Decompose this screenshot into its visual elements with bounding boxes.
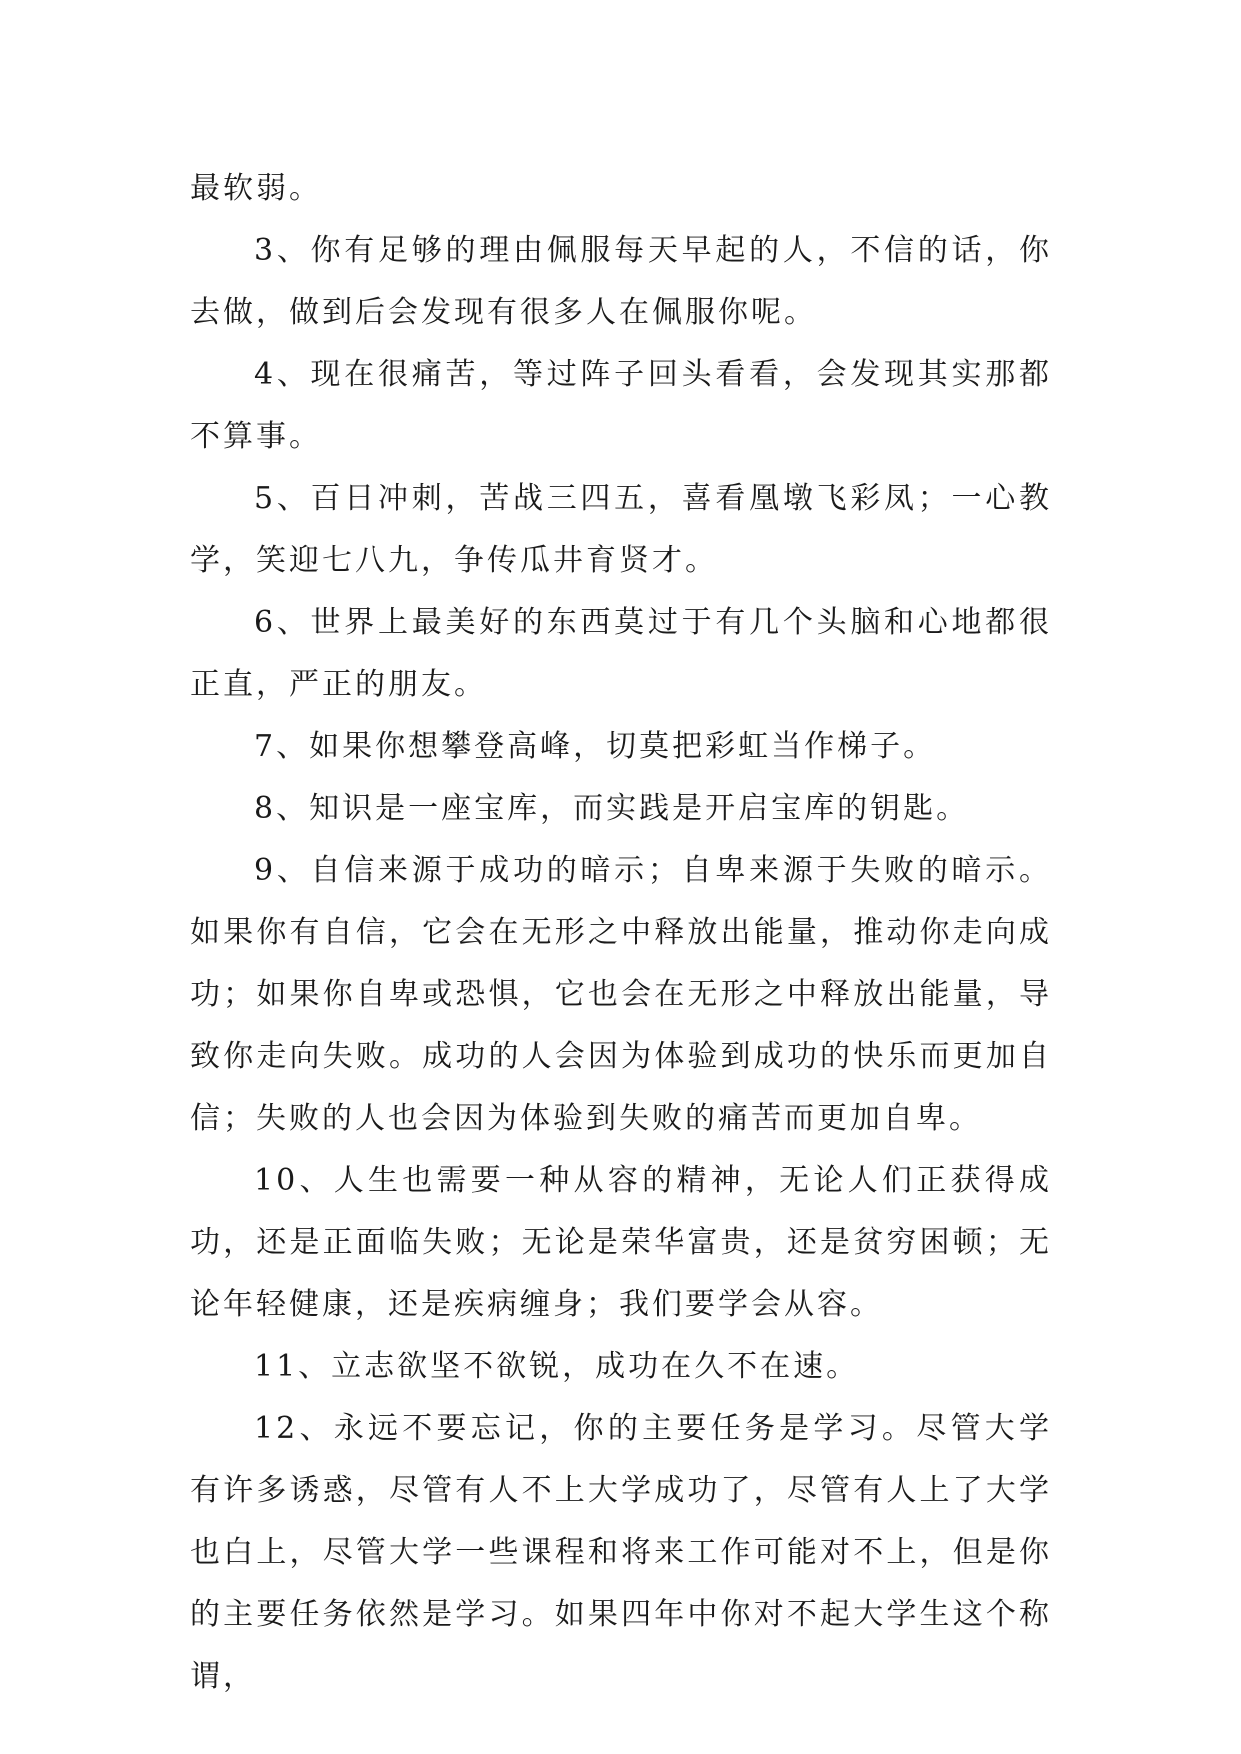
paragraph-item-8: 8、知识是一座宝库，而实践是开启宝库的钥匙。 [254, 791, 970, 826]
paragraph-item-4: 4、现在很痛苦，等过阵子回头看看，会发现其实那都不算事。 [190, 357, 1052, 454]
paragraph-item-6: 6、世界上最美好的东西莫过于有几个头脑和心地都很正直，严正的朋友。 [190, 605, 1052, 702]
paragraph-item-10: 10、人生也需要一种从容的精神，无论人们正获得成功，还是正面临失败；无论是荣华富贵，还是贫穷困顿；无论年轻健康，还是疾病缠身；我们要学会从容。 [190, 1163, 1052, 1322]
paragraph-item-9: 9、自信来源于成功的暗示；自卑来源于失败的暗示。如果你有自信，它会在无形之中释放出能量，推动你走向成功；如果你自卑或恐惧，它也会在无形之中释放出能量，导致你走向失败。成功的人会因为体验到成功的快乐而更加自信；失败的人也会因为体验到失败的痛苦而更加自卑。 [190, 853, 1052, 1136]
body-text [190, 158, 1052, 1708]
paragraph-item-12: 12、永远不要忘记，你的主要任务是学习。尽管大学有许多诱惑，尽管有人不上大学成功了，尽管有人上了大学也白上，尽管大学一些课程和将来工作可能对不上，但是你的主要任务依然是学习。如果四年中你对不起大学生这个称谓， [190, 1411, 1052, 1694]
paragraph-item-7: 7、如果你想攀登高峰，切莫把彩虹当作梯子。 [254, 729, 937, 764]
paragraph-item-3: 3、你有足够的理由佩服每天早起的人，不信的话，你去做，做到后会发现有很多人在佩服你呢。 [190, 233, 1052, 330]
paragraph-item-11: 11、立志欲坚不欲锐，成功在久不在速。 [254, 1349, 860, 1384]
paragraph-continuation: 最软弱。 [190, 171, 322, 206]
paragraph-item-5: 5、百日冲刺，苦战三四五，喜看凰墩飞彩凤；一心教学，笑迎七八九，争传瓜井育贤才。 [190, 481, 1052, 578]
